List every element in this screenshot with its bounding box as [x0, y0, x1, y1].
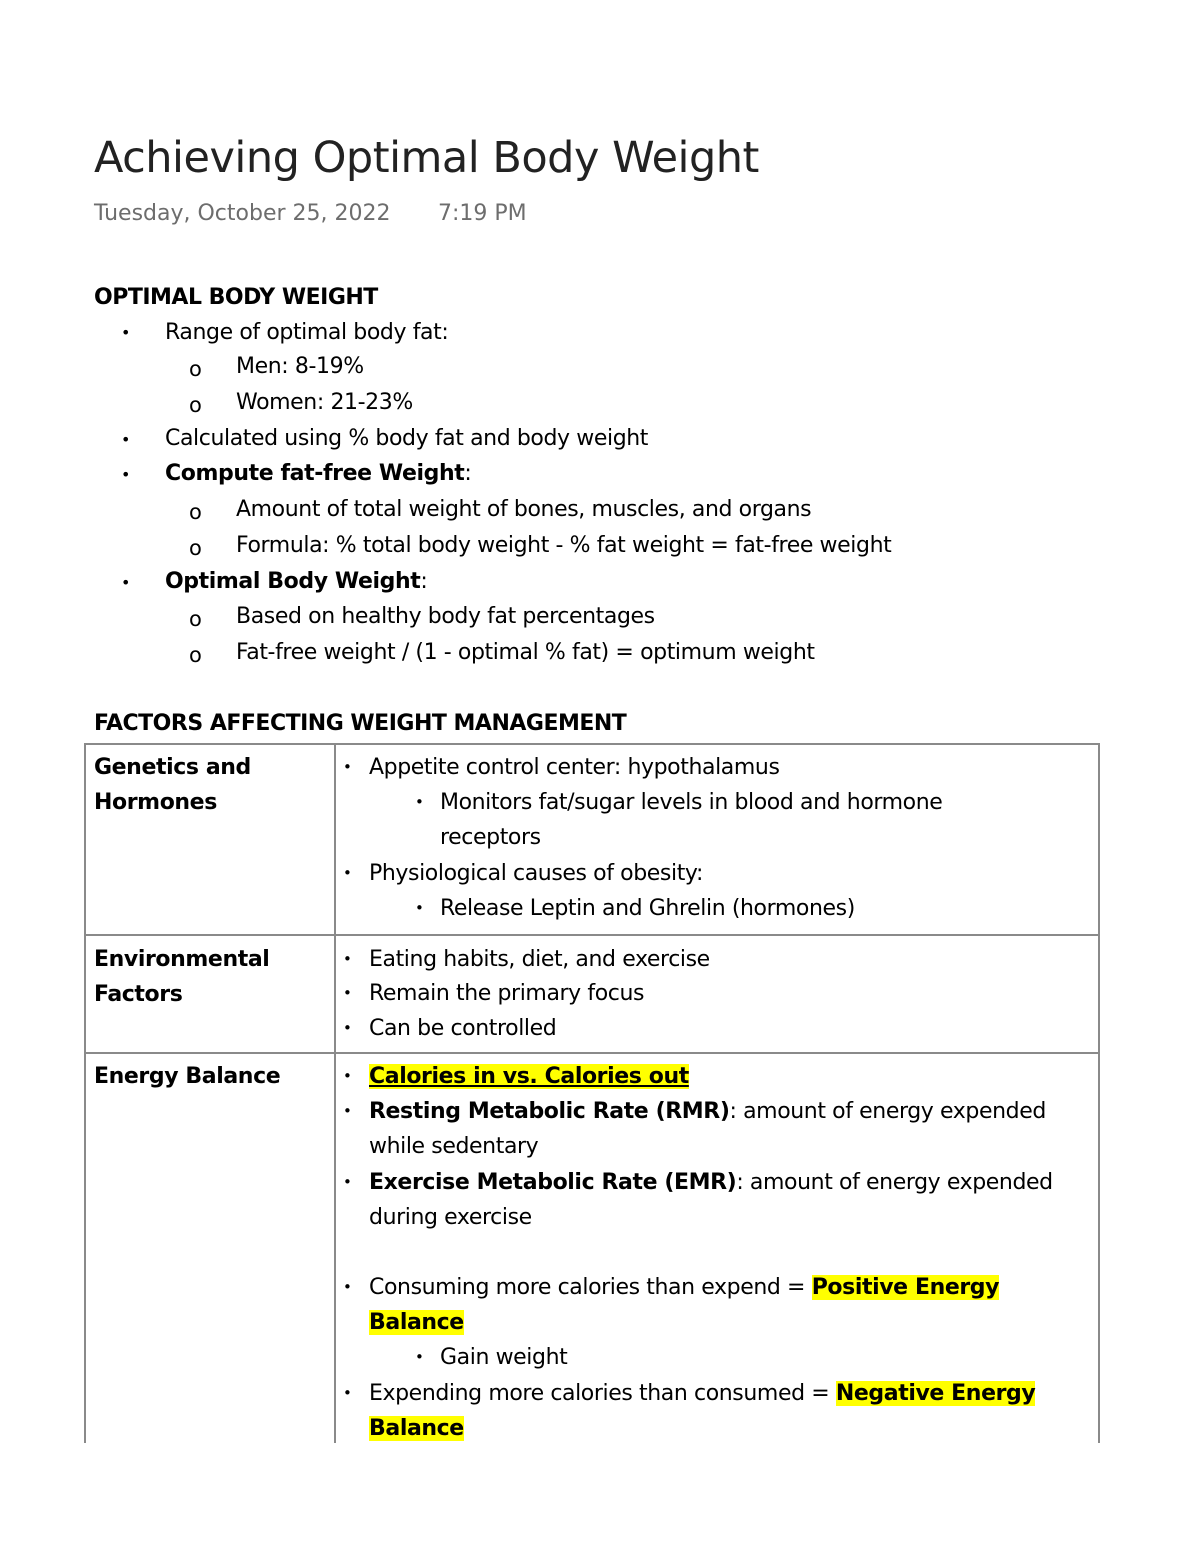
item-text: Expending more calories than consumed =: [369, 1381, 836, 1406]
sub-list-item: Formula: % total body weight - % fat weight = fat-free weight: [236, 533, 892, 558]
bullet-icon: •: [343, 758, 352, 776]
highlighted-term: Calories in vs. Calories out: [369, 1064, 689, 1089]
bullet-icon: •: [343, 1384, 352, 1402]
bullet-icon: •: [343, 950, 352, 968]
table-list-item-cont: during exercise: [369, 1205, 532, 1230]
list-item: Range of optimal body fat:: [165, 320, 449, 345]
sub-bullet-icon: o: [189, 643, 202, 667]
note-time: 7:19 PM: [438, 201, 527, 226]
table-list-item: Physiological causes of obesity:: [369, 861, 703, 886]
table-row-divider: [84, 934, 1100, 936]
highlighted-term: Positive Energy: [811, 1275, 1000, 1300]
highlighted-term: Balance: [369, 1310, 464, 1335]
bullet-icon: •: [121, 465, 131, 484]
bold-term: Resting Metabolic Rate (RMR): [369, 1099, 730, 1124]
table-list-item: Remain the primary focus: [369, 981, 645, 1006]
bullet-icon: •: [121, 430, 131, 449]
bullet-icon: •: [343, 1278, 352, 1296]
table-list-item-cont: [369, 1411, 464, 1443]
table-list-item-cont: [369, 1305, 464, 1340]
bullet-icon: •: [415, 899, 424, 917]
bold-term: Compute fat-free Weight: [165, 461, 465, 486]
term-suffix: :: [420, 569, 428, 594]
table-sub-item-cont: receptors: [440, 825, 541, 850]
term-definition: : amount of energy expended: [729, 1099, 1046, 1124]
table-border: [84, 743, 86, 1443]
row-label-environmental: Environmental Factors: [94, 947, 270, 1007]
sub-bullet-icon: o: [189, 500, 202, 524]
table-list-item: [369, 1165, 1053, 1200]
section-heading-optimal-body-weight: OPTIMAL BODY WEIGHT: [94, 285, 378, 310]
table-list-item: Eating habits, diet, and exercise: [369, 947, 710, 972]
factors-table: [84, 743, 1100, 1443]
row-label-genetics: Genetics and Hormones: [94, 755, 251, 815]
sub-list-item: Based on healthy body fat percentages: [236, 604, 655, 629]
bold-term: Optimal Body Weight: [165, 569, 421, 594]
bullet-icon: •: [343, 1019, 352, 1037]
table-border: [84, 743, 1100, 745]
table-list-item: [369, 1270, 999, 1305]
table-sub-item: Release Leptin and Ghrelin (hormones): [440, 896, 855, 921]
sub-list-item: Fat-free weight / (1 - optimal % fat) = optimum weight: [236, 640, 815, 665]
table-list-item: [369, 1094, 1046, 1129]
sub-list-item: Women: 21-23%: [236, 390, 413, 415]
page-title: Achieving Optimal Body Weight: [94, 133, 759, 183]
sub-list-item: Amount of total weight of bones, muscles, and organs: [236, 497, 812, 522]
bullet-icon: •: [121, 573, 131, 592]
bullet-icon: •: [415, 793, 424, 811]
bullet-icon: •: [343, 1173, 352, 1191]
highlighted-term: Balance: [369, 1416, 464, 1441]
highlighted-term: Negative Energy: [835, 1381, 1036, 1406]
table-border: [1098, 743, 1100, 1443]
bold-term: Exercise Metabolic Rate (EMR): [369, 1170, 737, 1195]
sub-bullet-icon: o: [189, 536, 202, 560]
sub-bullet-icon: o: [189, 357, 202, 381]
bullet-icon: •: [343, 864, 352, 882]
list-item: Calculated using % body fat and body weight: [165, 426, 649, 451]
table-list-item: [369, 1059, 689, 1094]
table-list-item: Appetite control center: hypothalamus: [369, 755, 780, 780]
sub-list-item: Men: 8-19%: [236, 354, 364, 379]
bullet-icon: •: [415, 1348, 424, 1366]
bullet-icon: •: [121, 323, 131, 342]
table-row-divider: [84, 1052, 1100, 1054]
table-sub-item: Gain weight: [440, 1345, 568, 1370]
table-list-item-cont: while sedentary: [369, 1134, 539, 1159]
list-item: [165, 565, 427, 599]
bullet-icon: •: [343, 1067, 352, 1085]
table-list-item: [369, 1376, 1035, 1411]
item-text: Consuming more calories than expend =: [369, 1275, 812, 1300]
sub-bullet-icon: o: [189, 393, 202, 417]
term-suffix: :: [464, 461, 472, 486]
note-date: Tuesday, October 25, 2022: [94, 201, 391, 226]
table-sub-item: Monitors fat/sugar levels in blood and hormone: [440, 790, 943, 815]
sub-bullet-icon: o: [189, 607, 202, 631]
bullet-icon: •: [343, 984, 352, 1002]
term-definition: : amount of energy expended: [736, 1170, 1053, 1195]
table-column-divider: [334, 743, 336, 1443]
list-item: [165, 457, 471, 491]
table-list-item: Can be controlled: [369, 1016, 557, 1041]
row-label-energy-balance: Energy Balance: [94, 1064, 281, 1089]
section-heading-factors: FACTORS AFFECTING WEIGHT MANAGEMENT: [94, 711, 627, 736]
bullet-icon: •: [343, 1102, 352, 1120]
